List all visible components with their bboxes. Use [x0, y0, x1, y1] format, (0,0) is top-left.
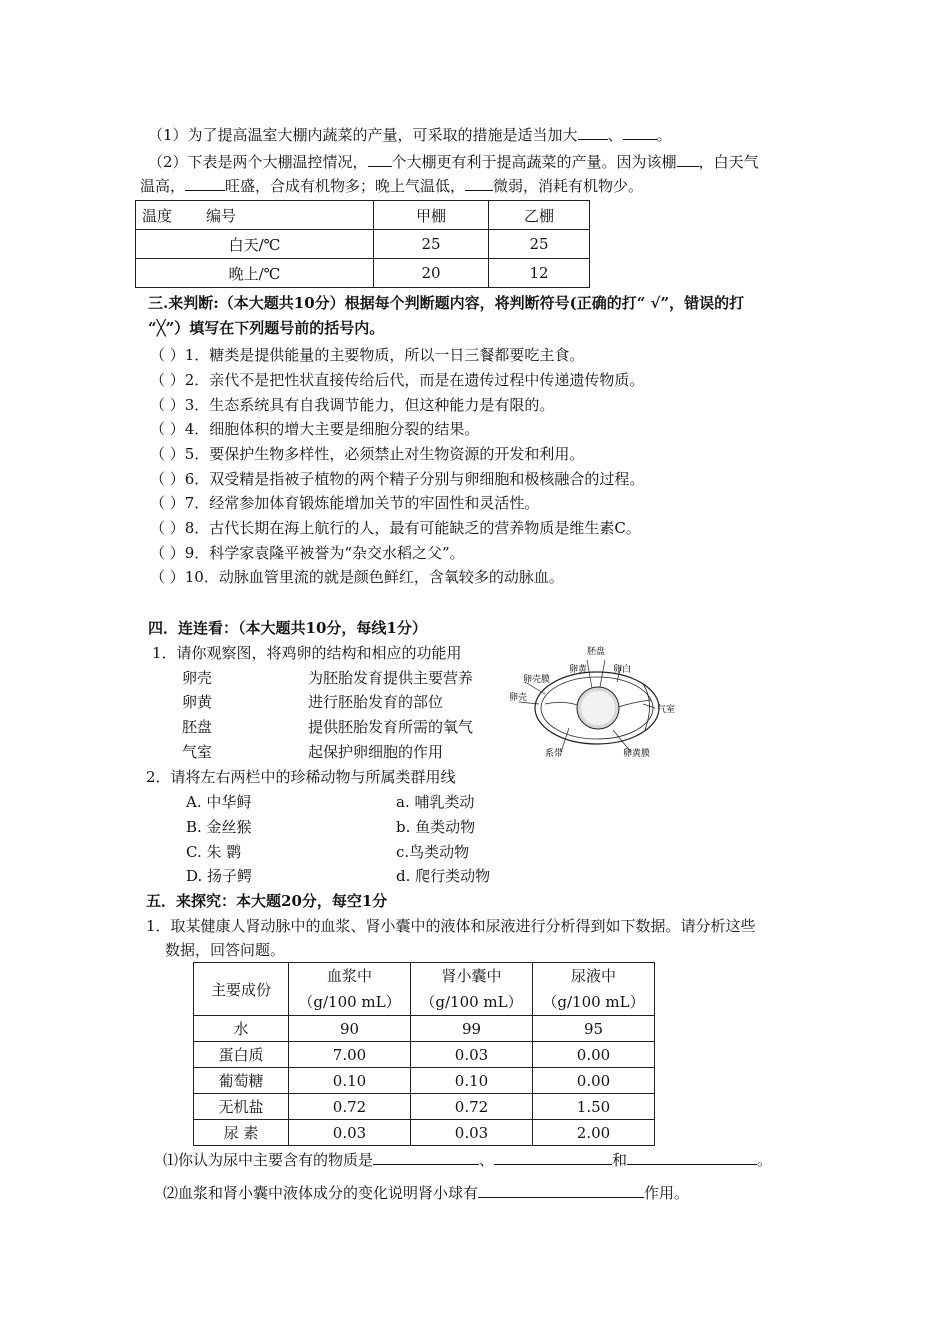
question-text: ，白天气 — [698, 153, 759, 171]
table-cell: 蛋白质 — [194, 1042, 289, 1068]
animal-group: b. 鱼类动物 — [396, 818, 476, 836]
question-2-2-cont — [140, 175, 643, 197]
table-cell: 0.72 — [411, 1094, 533, 1120]
table-cell: 葡萄糖 — [194, 1068, 289, 1094]
explore-question-1: 1．取某健康人肾动脉中的血浆、肾小囊中的液体和尿液进行分析得到如下数据。请分析这些 — [146, 917, 756, 935]
table-header-cell: 甲棚 — [374, 201, 489, 230]
table-row — [194, 1042, 655, 1068]
table-cell: 白天/℃ — [136, 230, 374, 259]
table-cell: 25 — [374, 230, 489, 259]
period: 。 — [656, 126, 672, 144]
judgment-item: （ ）10．动脉血管里流的就是颜色鲜红，含氧较多的动脉血。 — [150, 568, 564, 586]
egg-part: 卵黄 — [182, 693, 213, 711]
table-row — [194, 963, 655, 1016]
egg-function: 起保护卵细胞的作用 — [308, 743, 444, 761]
judgment-item: （ ）5．要保护生物多样性，必须禁止对生物资源的开发和利用。 — [150, 445, 585, 463]
table-header-cell — [289, 963, 411, 1016]
label-shell: 卵壳 — [509, 693, 528, 703]
table-header-cell — [136, 201, 374, 230]
judgment-item: （ ）8．古代长期在海上航行的人，最有可能缺乏的营养物质是维生素C。 — [150, 519, 641, 537]
egg-diagram — [505, 642, 683, 758]
animal-group: c.鸟类动物 — [396, 843, 470, 861]
table-cell: 晚上/℃ — [136, 259, 374, 288]
table-row — [136, 259, 590, 288]
period: 。 — [757, 1151, 773, 1169]
question-text: 温高， — [140, 177, 186, 195]
table-row — [136, 230, 590, 259]
question-text: ⑴你认为尿中主要含有的物质是 — [163, 1151, 374, 1169]
section-3-title-cont: “╳”）填写在下列题号前的括号内。 — [148, 319, 385, 337]
table-cell: 99 — [411, 1016, 533, 1042]
egg-part: 胚盘 — [182, 718, 213, 736]
judgment-item: （ ）7．经常参加体育锻炼能增加关节的牢固性和灵活性。 — [150, 494, 540, 512]
question-text: （2）下表是两个大棚温控情况， — [148, 153, 368, 171]
table-cell: 7.00 — [289, 1042, 411, 1068]
table-row — [194, 1068, 655, 1094]
label-albumen: 卵白 — [613, 665, 632, 675]
answer-blank — [185, 175, 225, 191]
question-text: ⑵血浆和肾小囊中液体成分的变化说明肾小球有 — [163, 1184, 479, 1202]
table-cell: 0.72 — [289, 1094, 411, 1120]
table-cell: 0.03 — [411, 1042, 533, 1068]
section-4-title: 四．连连看：（本大题共10分，每线1分） — [148, 619, 427, 637]
question-text: 微弱，消耗有机物少。 — [493, 177, 644, 195]
animal-item: D. 扬子鳄 — [186, 867, 253, 885]
table-cell: 0.00 — [533, 1068, 655, 1094]
yolk-highlight — [581, 691, 615, 725]
table-cell: 2.00 — [533, 1120, 655, 1146]
table-cell: 90 — [289, 1016, 411, 1042]
answer-blank — [465, 175, 493, 191]
header-id: 编号 — [206, 206, 237, 225]
table-header-cell: 主要成份 — [194, 963, 289, 1016]
animal-group: d. 爬行类动物 — [396, 867, 491, 885]
table-row — [194, 1016, 655, 1042]
answer-blank — [578, 124, 608, 140]
table-cell: 0.03 — [411, 1120, 533, 1146]
judgment-item: （ ）4．细胞体积的增大主要是细胞分裂的结果。 — [150, 420, 480, 438]
table-row — [136, 201, 590, 230]
greenhouse-table — [135, 200, 590, 288]
kidney-table — [193, 962, 655, 1146]
animal-group: a. 哺乳类动 — [396, 793, 475, 811]
header-capsule: 肾小囊中 — [441, 967, 502, 985]
header-unit: （g/100 mL） — [420, 993, 523, 1011]
table-cell: 0.10 — [289, 1068, 411, 1094]
table-row — [194, 1120, 655, 1146]
question-text: 旺盛，合成有机物多；晚上气温低， — [225, 177, 466, 195]
table-cell: 0.00 — [533, 1042, 655, 1068]
answer-blank — [494, 1149, 612, 1165]
explore-question-1-cont: 数据，回答问题。 — [165, 941, 286, 959]
table-cell: 无机盐 — [194, 1094, 289, 1120]
table-cell: 20 — [374, 259, 489, 288]
separator: 、 — [607, 126, 623, 144]
answer-blank — [623, 124, 657, 140]
section-3-title: 三.来判断:（本大题共10分）根据每个判断题内容，将判断符号(正确的打“ √”，错误的打 — [148, 294, 745, 312]
judgment-item: （ ）3．生态系统具有自我调节能力，但这种能力是有限的。 — [150, 396, 555, 414]
match-question-2: 2．请将左右两栏中的珍稀动物与所属类群用线 — [146, 768, 456, 786]
explore-subquestion-2 — [163, 1182, 689, 1204]
judgment-item: （ ）9．科学家袁隆平被誉为“杂交水稻之父”。 — [150, 544, 465, 562]
label-shell-membrane: 卵壳膜 — [523, 675, 551, 685]
egg-function: 进行胚胎发育的部位 — [308, 693, 444, 711]
header-unit: （g/100 mL） — [298, 993, 401, 1011]
separator: 、 — [479, 1151, 495, 1169]
animal-item: C. 朱 鹮 — [186, 843, 242, 861]
match-question-1: 1．请你观察图，将鸡卵的结构和相应的功能用 — [152, 644, 462, 662]
table-cell: 25 — [489, 230, 590, 259]
table-cell: 12 — [489, 259, 590, 288]
table-cell: 95 — [533, 1016, 655, 1042]
header-plasma: 血浆中 — [326, 967, 372, 985]
label-yolk: 卵黄 — [569, 665, 588, 675]
egg-part: 卵壳 — [182, 669, 213, 687]
table-cell: 0.03 — [289, 1120, 411, 1146]
egg-function: 为胚胎发育提供主要营养 — [308, 669, 474, 687]
answer-blank — [368, 151, 392, 167]
table-header-cell — [533, 963, 655, 1016]
table-row — [194, 1094, 655, 1120]
header-temp: 温度 — [142, 206, 173, 225]
table-header-cell — [411, 963, 533, 1016]
question-2-1 — [148, 124, 672, 146]
answer-blank — [627, 1149, 757, 1165]
table-header-cell: 乙棚 — [489, 201, 590, 230]
answer-blank — [373, 1149, 479, 1165]
table-cell: 尿 素 — [194, 1120, 289, 1146]
header-urine: 尿液中 — [570, 967, 616, 985]
egg-function: 提供胚胎发育所需的氧气 — [308, 718, 474, 736]
question-2-2 — [148, 151, 759, 173]
question-text: 个大棚更有利于提高蔬菜的产量。因为该棚 — [391, 153, 677, 171]
egg-part: 气室 — [182, 743, 213, 761]
explore-subquestion-1 — [163, 1149, 772, 1171]
answer-blank — [478, 1182, 644, 1198]
animal-item: B. 金丝猴 — [186, 818, 252, 836]
question-text: 作用。 — [644, 1184, 690, 1202]
judgment-item: （ ）1．糖类是提供能量的主要物质，所以一日三餐都要吃主食。 — [150, 346, 585, 364]
table-cell: 1.50 — [533, 1094, 655, 1120]
label-chalaza: 系带 — [545, 749, 564, 758]
header-unit: （g/100 mL） — [542, 993, 645, 1011]
animal-item: A. 中华鲟 — [186, 793, 252, 811]
judgment-item: （ ）2．亲代不是把性状直接传给后代，而是在遗传过程中传递遗传物质。 — [150, 371, 645, 389]
table-cell: 水 — [194, 1016, 289, 1042]
label-blastodisc: 胚盘 — [587, 647, 606, 657]
question-text: （1）为了提高温室大棚内蔬菜的产量，可采取的措施是适当加大 — [148, 126, 578, 144]
answer-blank — [677, 151, 699, 167]
table-cell: 0.10 — [411, 1068, 533, 1094]
label-air-cell: 气室 — [657, 705, 676, 715]
question-text: 和 — [612, 1151, 628, 1169]
label-yolk-membrane: 卵黄膜 — [623, 749, 651, 758]
judgment-item: （ ）6．双受精是指被子植物的两个精子分别与卵细胞和极核融合的过程。 — [150, 470, 645, 488]
section-5-title: 五．来探究：本大题20分，每空1分 — [146, 892, 388, 910]
